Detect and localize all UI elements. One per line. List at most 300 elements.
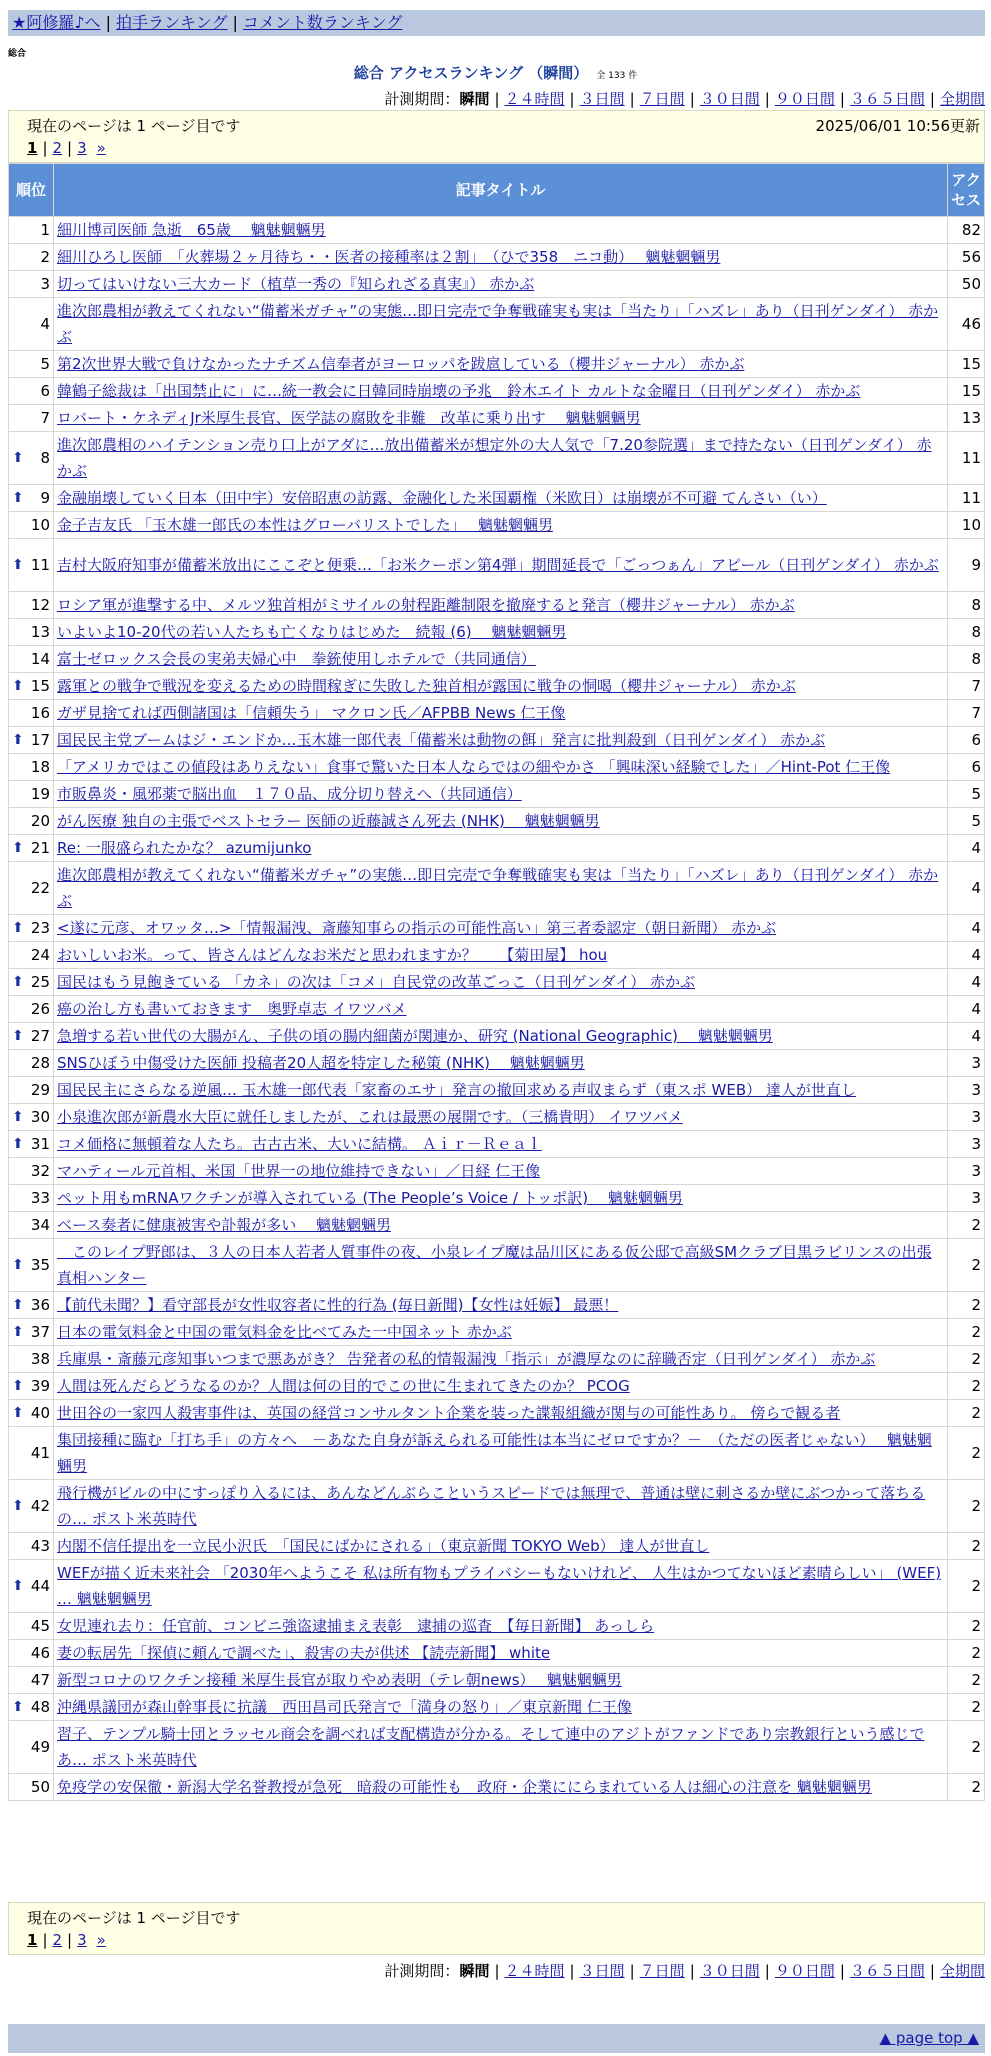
title-cell (54, 915, 948, 942)
title-cell (54, 996, 948, 1023)
access-count: 3 (948, 1050, 985, 1077)
table-row (9, 1131, 985, 1158)
period-current: 瞬間 (459, 1962, 490, 1980)
nav-separator: | (105, 13, 111, 32)
header-rank: 順位 (9, 164, 54, 217)
rank-number: 8 (40, 449, 50, 467)
table-row (9, 700, 985, 727)
home-link[interactable]: ★阿修羅♪へ (12, 13, 101, 32)
article-link[interactable]: 吉村大阪府知事が備蓄米放出にここぞと便乗…「お米クーポン第4弾」期間延長で「ごっつぁん」アピール（日刊ゲンダイ） 赤かぶ (57, 556, 939, 574)
rank-number: 27 (30, 1027, 50, 1045)
rank-cell (9, 1774, 54, 1801)
rank-cell (9, 1613, 54, 1640)
article-link[interactable]: 露軍との戦争で戦況を変えるための時間稼ぎに失敗した独首相が露国に戦争の恫喝（櫻井ジャーナル） 赤かぶ (57, 677, 796, 695)
item-count: 全 133 件 (596, 71, 638, 81)
rank-number: 21 (30, 839, 50, 857)
article-link[interactable]: 細川ひろし医師 「火葬場２ヶ月待ち・・医者の接種率は２割」 （ひで358 ニコ動） 魑魅魍魎男 (57, 248, 721, 266)
table-row (9, 1721, 985, 1774)
rank-cell (9, 539, 54, 592)
access-count: 5 (948, 808, 985, 835)
up-arrow-icon: ⬆ (12, 450, 24, 466)
article-link[interactable]: 飛行機がビルの中にすっぽり入るには、あんなどんぶらこというスピードでは無理で、普通は壁に刺さるか壁にぶつかって落ちるの… ポスト米英時代 (57, 1484, 926, 1528)
article-link[interactable]: 妻の転居先「探偵に頼んで調べた」、殺害の夫が供述 【読売新聞】 white (57, 1644, 551, 1662)
period-label: 計測期間： (384, 90, 460, 108)
page-info-top (8, 110, 985, 163)
rank-number: 2 (40, 248, 50, 266)
table-row (9, 996, 985, 1023)
table-row (9, 1185, 985, 1212)
nav-separator: | (232, 13, 238, 32)
period-365d[interactable]: ３６５日間 (849, 1962, 925, 1980)
rank-number: 9 (40, 489, 50, 507)
rank-cell (9, 619, 54, 646)
title-cell (54, 217, 948, 244)
period-24h[interactable]: ２４時間 (504, 90, 565, 108)
table-row (9, 727, 985, 754)
page-link-2[interactable]: 2 (52, 139, 63, 157)
period-90d[interactable]: ９０日間 (774, 90, 835, 108)
title-cell (54, 1640, 948, 1667)
title-cell (54, 1613, 948, 1640)
page-link-2[interactable]: 2 (52, 1931, 63, 1949)
access-count: 5 (948, 781, 985, 808)
access-count: 2 (948, 1212, 985, 1239)
access-count: 4 (948, 835, 985, 862)
article-link[interactable]: 集団接種に臨む「打ち手」の方々へ －あなた自身が訴えられる可能性は本当にゼロですか？－ （ただの医者じゃない） 魑魅魍魎男 (57, 1431, 932, 1475)
article-link[interactable]: 「アメリカではこの値段はありえない」食事で驚いた日本人ならではの細やかさ 「興味深い経験でした」／Hint-Pot 仁王像 (57, 758, 891, 776)
period-3d[interactable]: ３日間 (579, 1962, 625, 1980)
access-count: 2 (948, 1613, 985, 1640)
article-link[interactable]: がん医療 独自の主張でベストセラー 医師の近藤誠さん死去 (NHK) 魑魅魍魎男 (57, 812, 600, 830)
table-row (9, 592, 985, 619)
article-link[interactable]: 女児連れ去り：任官前、コンビニ強盗逮捕まえ表彰 逮捕の巡査 【毎日新聞】 あっしら (57, 1617, 655, 1635)
current-page-text: 現在のページは 1 ページ目です (27, 117, 241, 135)
title-cell (54, 1131, 948, 1158)
title-cell (54, 1212, 948, 1239)
access-count: 15 (948, 378, 985, 405)
title-cell (54, 405, 948, 432)
rank-number: 5 (40, 355, 50, 373)
up-arrow-icon: ⬆ (12, 840, 24, 856)
period-label: 計測期間： (384, 1962, 460, 1980)
title-cell (54, 835, 948, 862)
access-count: 3 (948, 1131, 985, 1158)
table-row (9, 673, 985, 700)
page-top-bar (8, 2024, 985, 2053)
rank-number: 12 (30, 596, 50, 614)
rank-cell (9, 1694, 54, 1721)
access-count: 11 (948, 432, 985, 485)
period-all[interactable]: 全期間 (939, 90, 985, 108)
article-link[interactable]: 小泉進次郎が新農水大臣に就任しましたが、これは最悪の展開です。（三橋貴明） イワツバメ (57, 1108, 683, 1126)
table-row (9, 1560, 985, 1613)
period-selector-top: 計測期間：瞬間 | ２４時間 | ３日間 | ７日間 | ３０日間 | ９０日間 | ３６５日間 | 全期間 (384, 90, 985, 108)
article-link[interactable]: おいしいお米。って、皆さんはどんなお米だと思われますか？ 【菊田屋】 hou (57, 946, 608, 964)
article-link[interactable]: WEFが描く近未来社会 「2030年へようこそ 私は所有物もプライバシーもないけれど、 人生はかつてないほど素晴らしい」 (WEF) … 魑魅魍魎男 (57, 1564, 942, 1608)
article-link[interactable]: 急増する若い世代の大腸がん、子供の頃の腸内細菌が関連か、研究 (National Geographic) 魑魅魍魎男 (57, 1027, 773, 1045)
rank-number: 40 (30, 1404, 50, 1422)
access-count: 4 (948, 1023, 985, 1050)
table-row (9, 781, 985, 808)
rank-cell (9, 378, 54, 405)
article-link[interactable]: SNSひぼう中傷受けた医師 投稿者20人超を特定した秘策 (NHK) 魑魅魍魎男 (57, 1054, 585, 1072)
rank-cell (9, 244, 54, 271)
up-arrow-icon: ⬆ (12, 732, 24, 748)
title-cell (54, 619, 948, 646)
article-link[interactable]: 内閣不信任提出を一立民小沢氏 「国民にばかにされる」（東京新聞 TOKYO Web） 達人が世直し (57, 1537, 710, 1555)
rank-cell (9, 1050, 54, 1077)
rank-cell (9, 969, 54, 996)
article-link[interactable]: 国民民主にさらなる逆風… 玉木雄一郎代表「家畜のエサ」発言の撤回求める声収まらず（東スポ WEB） 達人が世直し (57, 1081, 856, 1099)
access-count: 3 (948, 1158, 985, 1185)
rank-number: 1 (40, 221, 50, 239)
article-link[interactable]: いよいよ10-20代の若い人たちも亡くなりはじめた 続報 (6) 魑魅魍魎男 (57, 623, 567, 641)
access-count: 56 (948, 244, 985, 271)
title-cell (54, 1185, 948, 1212)
rank-cell (9, 1185, 54, 1212)
title-cell (54, 1023, 948, 1050)
pagination-bottom: 1 | 2 | 3 » (27, 1931, 106, 1949)
table-row (9, 1077, 985, 1104)
article-link[interactable]: 沖縄県議団が森山幹事長に抗議 西田昌司氏発言で「満身の怒り」／東京新聞 仁王像 (57, 1698, 632, 1716)
period-24h[interactable]: ２４時間 (504, 1962, 565, 1980)
rank-number: 45 (30, 1617, 50, 1635)
access-count: 2 (948, 1427, 985, 1480)
rank-cell (9, 592, 54, 619)
article-link[interactable]: 新型コロナのワクチン接種 米厚生長官が取りやめ表明（テレ朝news） 魑魅魍魎男 (57, 1671, 622, 1689)
table-row (9, 271, 985, 298)
title-cell (54, 1104, 948, 1131)
rank-cell (9, 1721, 54, 1774)
up-arrow-icon: ⬆ (12, 920, 24, 936)
article-link[interactable]: 切ってはいけない三大カード（植草一秀の『知られざる真実』） 赤かぶ (57, 275, 535, 293)
page-next[interactable]: » (96, 139, 106, 157)
title-cell (54, 1346, 948, 1373)
access-count: 2 (948, 1774, 985, 1801)
article-link[interactable]: ガザ見捨てれば西側諸国は「信頼失う」 マクロン氏／AFPBB News 仁王像 (57, 704, 566, 722)
access-count: 2 (948, 1400, 985, 1427)
article-link[interactable]: ロシア軍が進撃する中、メルツ独首相がミサイルの射程距離制限を撤廃すると発言（櫻井ジャーナル） 赤かぶ (57, 596, 795, 614)
table-row (9, 1667, 985, 1694)
article-link[interactable]: ペット用もmRNAワクチンが導入されている (The People’s Voice / トッポ訳) 魑魅魍魎男 (57, 1189, 683, 1207)
period-7d[interactable]: ７日間 (639, 1962, 685, 1980)
table-row (9, 1023, 985, 1050)
table-row (9, 485, 985, 512)
title-cell (54, 673, 948, 700)
title-cell (54, 512, 948, 539)
access-count: 3 (948, 1185, 985, 1212)
access-count: 4 (948, 862, 985, 915)
title-cell (54, 1158, 948, 1185)
rank-cell (9, 1131, 54, 1158)
up-arrow-icon: ⬆ (12, 1498, 24, 1514)
rank-number: 24 (30, 946, 50, 964)
table-row (9, 1373, 985, 1400)
title-cell (54, 1077, 948, 1104)
rank-number: 6 (40, 382, 50, 400)
article-link[interactable]: 【前代未聞？】看守部長が女性収容者に性的行為 (毎日新聞)【女性は妊娠】 最悪！ (57, 1296, 619, 1314)
access-count: 4 (948, 942, 985, 969)
table-row (9, 539, 985, 592)
access-count: 3 (948, 1104, 985, 1131)
page-title: 総合 アクセスランキング （瞬間） (353, 64, 589, 82)
access-count: 2 (948, 1292, 985, 1319)
table-row (9, 217, 985, 244)
title-cell (54, 1667, 948, 1694)
access-count: 13 (948, 405, 985, 432)
article-link[interactable]: 国民はもう見飽きている 「カネ」の次は「コメ」自民党の改革ごっこ（日刊ゲンダイ） 赤かぶ (57, 973, 696, 991)
rank-cell (9, 1077, 54, 1104)
rank-number: 16 (30, 704, 50, 722)
rank-cell (9, 835, 54, 862)
page-link-3[interactable]: 3 (77, 1931, 87, 1949)
title-cell (54, 432, 948, 485)
table-row (9, 1427, 985, 1480)
rank-cell (9, 1480, 54, 1533)
title-cell (54, 1319, 948, 1346)
rank-number: 34 (30, 1216, 50, 1234)
access-count: 3 (948, 1077, 985, 1104)
title-cell (54, 969, 948, 996)
access-count: 7 (948, 673, 985, 700)
period-30d[interactable]: ３０日間 (699, 1962, 760, 1980)
nav-link-applause-ranking[interactable]: 拍手ランキング (115, 13, 228, 32)
rank-cell (9, 700, 54, 727)
rank-number: 32 (30, 1162, 50, 1180)
rank-cell (9, 862, 54, 915)
access-count: 2 (948, 1319, 985, 1346)
header-title: 記事タイトル (54, 164, 948, 217)
table-row (9, 969, 985, 996)
period-selector-bottom: 計測期間：瞬間 | ２４時間 | ３日間 | ７日間 | ３０日間 | ９０日間 | ３６５日間 | 全期間 (384, 1962, 985, 1980)
access-count: 4 (948, 969, 985, 996)
rank-cell (9, 727, 54, 754)
rank-number: 36 (30, 1296, 50, 1314)
article-link[interactable]: <遂に元彦、オワッタ…>「情報漏洩、斎藤知事らの指示の可能性高い」第三者委認定（朝日新聞） 赤かぶ (57, 919, 777, 937)
period-7d[interactable]: ７日間 (639, 90, 685, 108)
rank-number: 11 (30, 556, 50, 574)
up-arrow-icon: ⬆ (12, 1378, 24, 1394)
article-link[interactable]: Re: 一服盛られたかな？ azumijunko (57, 839, 312, 857)
title-cell (54, 727, 948, 754)
rank-number: 47 (30, 1671, 50, 1689)
access-count: 2 (948, 1694, 985, 1721)
rank-number: 42 (30, 1497, 50, 1515)
table-row (9, 808, 985, 835)
title-cell (54, 1560, 948, 1613)
access-count: 8 (948, 619, 985, 646)
rank-number: 33 (30, 1189, 50, 1207)
up-arrow-icon: ⬆ (12, 974, 24, 990)
ranking-body (9, 217, 985, 1801)
table-row (9, 1400, 985, 1427)
rank-number: 43 (30, 1537, 50, 1555)
access-count: 8 (948, 646, 985, 673)
section-label: 総合 (8, 49, 27, 59)
rank-cell (9, 1346, 54, 1373)
rank-cell (9, 485, 54, 512)
article-link[interactable]: 国民民主党ブームはジ・エンドか…玉木雄一郎代表「備蓄米は動物の餌」発言に批判殺到（日刊ゲンダイ） 赤かぶ (57, 731, 826, 749)
rank-cell (9, 1667, 54, 1694)
article-link[interactable]: 細川博司医師 急逝 65歳 魑魅魍魎男 (57, 221, 326, 239)
period-30d[interactable]: ３０日間 (699, 90, 760, 108)
rank-cell (9, 351, 54, 378)
table-row (9, 1694, 985, 1721)
up-arrow-icon: ⬆ (12, 678, 24, 694)
title-cell (54, 378, 948, 405)
title-cell (54, 808, 948, 835)
rank-cell (9, 1400, 54, 1427)
access-count: 4 (948, 996, 985, 1023)
article-link[interactable]: 進次郎農相のハイテンション売り口上がアダに…放出備蓄米が想定外の大人気で「7.20参院選」まで持たない（日刊ゲンダイ） 赤かぶ (57, 436, 932, 480)
rank-number: 23 (30, 919, 50, 937)
access-count: 9 (948, 539, 985, 592)
article-link[interactable]: 癌の治し方も書いておきます 奥野卓志 イワツバメ (57, 1000, 407, 1018)
up-arrow-icon: ⬆ (12, 1324, 24, 1340)
period-365d[interactable]: ３６５日間 (849, 90, 925, 108)
up-arrow-icon: ⬆ (12, 1578, 24, 1594)
rank-number: 44 (30, 1577, 50, 1595)
title-cell (54, 1721, 948, 1774)
title-cell (54, 244, 948, 271)
rank-number: 22 (30, 879, 50, 897)
table-row (9, 432, 985, 485)
rank-number: 3 (40, 275, 50, 293)
table-row (9, 915, 985, 942)
title-cell (54, 1373, 948, 1400)
ranking-table (8, 163, 985, 1801)
rank-cell (9, 1533, 54, 1560)
rank-number: 17 (30, 731, 50, 749)
title-cell (54, 1400, 948, 1427)
up-arrow-icon: ⬆ (12, 1136, 24, 1152)
table-row (9, 646, 985, 673)
rank-cell (9, 432, 54, 485)
article-link[interactable]: 富士ゼロックス会長の実弟夫婦心中 拳銃使用しホテルで（共同通信） (57, 650, 536, 668)
up-arrow-icon: ⬆ (12, 1699, 24, 1715)
rank-cell (9, 1212, 54, 1239)
rank-number: 49 (30, 1738, 50, 1756)
title-cell (54, 539, 948, 592)
table-row (9, 862, 985, 915)
article-link[interactable]: マハティール元首相、米国「世界一の地位維持できない」／日経 仁王像 (57, 1162, 541, 1180)
access-count: 2 (948, 1667, 985, 1694)
article-link[interactable]: 人間は死んだらどうなるのか？人間は何の目的でこの世に生まれてきたのか？ PCOG (57, 1377, 630, 1395)
rank-number: 50 (30, 1778, 50, 1796)
article-link[interactable]: ベース奏者に健康被害や訃報が多い 魑魅魍魎男 (57, 1216, 392, 1234)
title-cell (54, 485, 948, 512)
access-count: 2 (948, 1239, 985, 1292)
title-cell (54, 1050, 948, 1077)
rank-number: 4 (40, 315, 50, 333)
table-row (9, 244, 985, 271)
rank-cell (9, 808, 54, 835)
table-row (9, 754, 985, 781)
title-cell (54, 271, 948, 298)
article-link[interactable]: 進次郎農相が教えてくれない“備蓄米ガチャ”の実態…即日完売で争奪戦確実も実は「当たり」「ハズレ」あり（日刊ゲンダイ） 赤かぶ (57, 302, 939, 346)
page-top-link[interactable]: ▲ page top ▲ (879, 2029, 979, 2047)
rank-number: 35 (30, 1256, 50, 1274)
up-arrow-icon: ⬆ (12, 1297, 24, 1313)
table-row (9, 1239, 985, 1292)
table-row (9, 942, 985, 969)
table-row (9, 1104, 985, 1131)
rank-cell (9, 1239, 54, 1292)
period-3d[interactable]: ３日間 (579, 90, 625, 108)
rank-number: 39 (30, 1377, 50, 1395)
pagination-top: 1 | 2 | 3 » (27, 139, 106, 157)
title-cell (54, 1292, 948, 1319)
article-link[interactable]: ロバート・ケネディJr米厚生長官、医学誌の腐敗を非難 改革に乗り出す 魑魅魍魎男 (57, 409, 641, 427)
up-arrow-icon: ⬆ (12, 490, 24, 506)
page-next[interactable]: » (96, 1931, 106, 1949)
article-link[interactable]: 金子吉友氏 「玉木雄一郎氏の本性はグローバリストでした」 魑魅魍魎男 (57, 516, 553, 534)
article-link[interactable]: 免疫学の安保徹・新潟大学名誉教授が急死 暗殺の可能性も 政府・企業ににらまれている人は細心の注意を 魑魅魍魎男 (57, 1778, 872, 1796)
rank-cell (9, 754, 54, 781)
table-row (9, 1640, 985, 1667)
rank-cell (9, 1023, 54, 1050)
nav-link-comment-ranking[interactable]: コメント数ランキング (242, 13, 403, 32)
access-count: 2 (948, 1640, 985, 1667)
page-current: 1 (27, 139, 38, 157)
article-link[interactable]: このレイプ野郎は、３人の日本人若者人質事件の夜、小泉レイプ魔は品川区にある仮公邸で高級SMクラブ目黒ラビリンスの出張 真相ハンター (57, 1243, 932, 1287)
rank-number: 46 (30, 1644, 50, 1662)
article-link[interactable]: 第2次世界大戦で負けなかったナチズム信奉者がヨーロッパを跋扈している（櫻井ジャーナル） 赤かぶ (57, 355, 745, 373)
article-link[interactable]: 進次郎農相が教えてくれない“備蓄米ガチャ”の実態…即日完売で争奪戦確実も実は「当たり」「ハズレ」あり（日刊ゲンダイ） 赤かぶ (57, 866, 939, 910)
up-arrow-icon: ⬆ (12, 557, 24, 573)
access-count: 6 (948, 727, 985, 754)
rank-number: 41 (30, 1444, 50, 1462)
article-link[interactable]: 日本の電気料金と中国の電気料金を比べてみた一中国ネット 赤かぶ (57, 1323, 512, 1341)
period-90d[interactable]: ９０日間 (774, 1962, 835, 1980)
rank-cell (9, 405, 54, 432)
table-row (9, 1774, 985, 1801)
access-count: 11 (948, 485, 985, 512)
rank-number: 20 (30, 812, 50, 830)
article-link[interactable]: コメ価格に無頓着な人たち。古古古米、大いに結構。 Ａｉｒ－Ｒｅａｌ (57, 1135, 542, 1153)
rank-cell (9, 1292, 54, 1319)
rank-number: 25 (30, 973, 50, 991)
table-row (9, 1050, 985, 1077)
rank-number: 48 (30, 1698, 50, 1716)
rank-cell (9, 646, 54, 673)
title-cell (54, 646, 948, 673)
article-link[interactable]: 金融崩壊していく日本（田中宇）安倍昭恵の訪露、金融化した米国覇権（米欧日）は崩壊が不可避 てんさい（い） (57, 489, 827, 507)
article-link[interactable]: 習子、テンプル騎士団とラッセル商会を調べれば支配構造が分かる。そして連中のアジトがファンドであり宗教銀行という感じであ… ポスト米英時代 (57, 1725, 925, 1769)
article-link[interactable]: 兵庫県・斎藤元彦知事いつまで悪あがき？ 告発者の私的情報漏洩「指示」が濃厚なのに辞職否定（日刊ゲンダイ） 赤かぶ (57, 1350, 876, 1368)
rank-number: 29 (30, 1081, 50, 1099)
access-count: 2 (948, 1373, 985, 1400)
up-arrow-icon: ⬆ (12, 1028, 24, 1044)
up-arrow-icon: ⬆ (12, 1109, 24, 1125)
article-link[interactable]: 韓鶴子総裁は「出国禁止に」に…統一教会に日韓同時崩壊の予兆 鈴木エイト カルトな金曜日（日刊ゲンダイ） 赤かぶ (57, 382, 861, 400)
access-count: 15 (948, 351, 985, 378)
table-row (9, 835, 985, 862)
article-link[interactable]: 世田谷の一家四人殺害事件は、英国の経営コンサルタント企業を装った諜報組織が関与の可能性あり。 傍らで観る者 (57, 1404, 841, 1422)
rank-number: 28 (30, 1054, 50, 1072)
title-cell (54, 351, 948, 378)
title-cell (54, 298, 948, 351)
access-count: 50 (948, 271, 985, 298)
page-current: 1 (27, 1931, 38, 1949)
period-all[interactable]: 全期間 (939, 1962, 985, 1980)
page-link-3[interactable]: 3 (77, 139, 87, 157)
table-row (9, 1346, 985, 1373)
rank-cell (9, 298, 54, 351)
article-link[interactable]: 市販鼻炎・風邪薬で脳出血 １７０品、成分切り替えへ（共同通信） (57, 785, 522, 803)
access-count: 46 (948, 298, 985, 351)
rank-cell (9, 1319, 54, 1346)
